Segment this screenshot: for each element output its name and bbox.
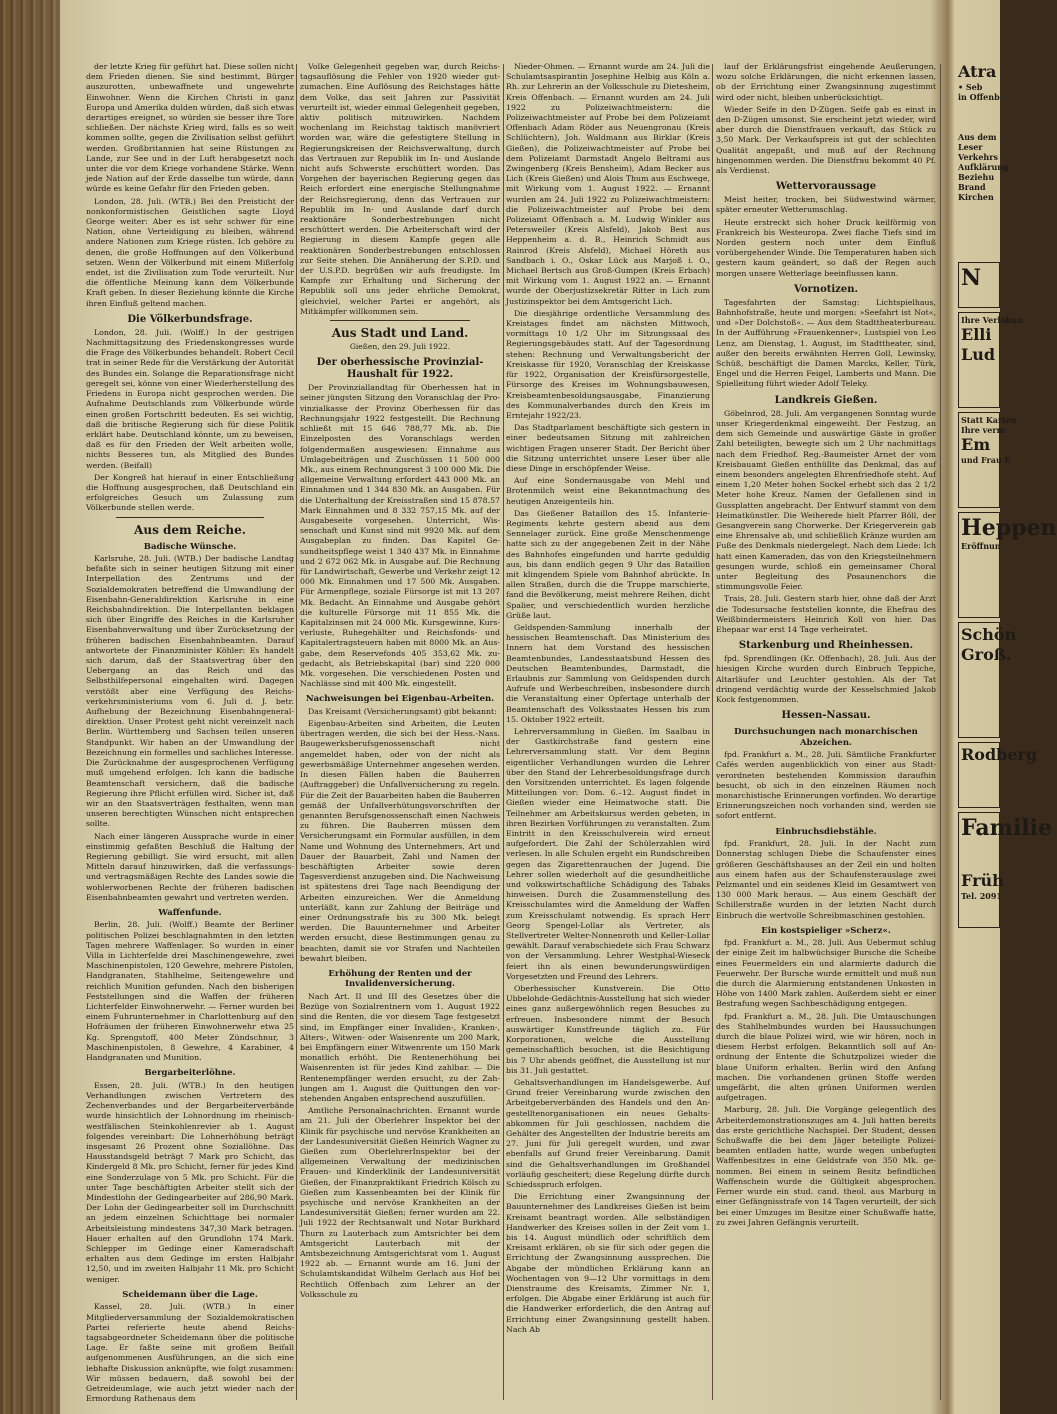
article-paragraph: London, 28. Juli. (Wolff.) In der gestrigen Nachmittagsitzung des Friedenskongresses wurde die Frage des Völkerbundes behandelt. Robert Cecil trat in seiner Rede für die Verstärkung der Autorität des Bundes ein. Solange die Reparationsfrage nicht geregelt sei, könne von einer Wiederherstellung des Friedens in Europa nicht gesprochen werden. Die Aufnahme Deutschlands zum Völkerbunde würde einen großen Fortschritt bedeuten. Es sei wichtig, daß die britische Regierung sich für diese Politik erklärt habe. Deutschland könnte, um zu beweisen, daß es für den Frieden der Welt arbeiten wolle, nichts Besseres tun, als Mitglied des Bundes werden. (Beifall)	[86, 327, 294, 470]
article-paragraph: Karlsruhe, 28. Juli. (WTB.) Der badische Landtag befaßte sich in seiner heutigen Sitzung mit einer Interpellation des Zentrums und der Sozialdemokraten betreffend die Umwandlung der Eisenbahn-Generaldirektion Karlsruhe in eine Reichsbahndirektion. Die Interpellanten beklagen sich über Eingriffe des Reiches in die Karlsruher Eisenbahnverwaltung und über Zurücksetzung der früheren badischen Eisenbahnbeamten. Darauf antwortete der Finanzminister Köhler: Es handelt sich darum, daß der Staatsvertrag über den Uebergang an das Reich und das Selbsthilfepersonal eingehalten wird. Dagegen verstößt aber eine Verfügung des Reichsverkehrsministeriums vom 6. Juli d. J. betr. Aufhebung der Bezeichnung Eisenbahngeneraldirektion. Unser Protest geht nicht vereinzelt nach Berlin. Württemberg und Sachsen teilen unseren Standpunkt. Wir haben an der Umwandlung der Bezeichnung ein formelles und sachliches Interesse. Die Zurücknahme der ausgesprochenen Verfügung muß umgehend erfolgen. Ich kann die badische Beamtenschaft versichern, daß die badische Regierung ihre Pflicht erfüllen wird. Sicher ist, daß wir an den Staatsverträgen festhalten, wenn man unseren berechtigten Wünschen nicht entsprechen sollte.	[86, 554, 294, 829]
column-rule	[940, 64, 941, 1400]
article-paragraph: Das Gießener Bataillon des 15. Infanterie-Regiments kehrte gestern abend aus dem Sennelager zurück. Eine große Menschenmenge hatte sich zu der angegebenen Zeit in der Nähe des Bahnhofes eingefunden und harrte geduldig aus, bis dann endlich gegen 9 Uhr das Bataillon mit klingendem Spiele vom Bahnhof abrückte. In allen Straßen, durch die die Truppe marschierte, fand die Bevölkerung, meist mehrere Reihen, dicht Spalier, und verschiedentlich wurden herzliche Grüße laut.	[506, 508, 710, 620]
article-paragraph: der letzte Krieg für geführt hat. Diese sollen nicht dem Frieden dienen. Sie sind bestimmt, Bürger auszurotten, unbewaffnete und ungewehrte Einwohner. Wenn die Kirchen Christi in ganz Europa und Amerika dulden würden, daß sich etwas derartiges ereignet, so würden sie besser ihre Tore schließen. Der nächste Krieg wird, falls es so weit kommen sollte, gegen die Zivilisation selbst geführt werden. Großbritannien hat seine Rüstungen zu Lande, zur See und in der Luft herabgesetzt noch unter die vor dem Kriege vorhandene Stärke. Wenn jede Nation auf der Erde dasselbe tun würde, dann würde es keine Gefahr für den Frieden geben.	[86, 62, 294, 194]
book-binding	[0, 0, 60, 1414]
article-paragraph: Amtliche Personalnachrichten. Ernannt wurde am 21. Juli der Oberlehrer Inspektor bei der Klinik für psychische und nervöse Krankheiten an der Landesuniversität Gießen Heinrich Wagner zu Gießen zum OberlehrerInspektor bei der allgemeinen Verwaltung der medizinischen Frauen- und Kinderklinik der Landesuniversität Gießen, der Finanzpraktikant Friedrich Kölsch zu Gießen zum Kassenbeamten bei der Klinik für psychische und nervöse Krankheiten an der Landesuniversität Gießen; ferner wurden am 22. Juli 1922 der Rechtsanwalt und Notar Burkhard Thurn zu Lauterbach zum Amtsrichter bei dem Amtsgericht Lauterbach mit der Amtsbezeichnung Amtsgerichtsrat vom 1. August 1922 ab. — Ernannt wurde am 16. Juni der Schulamtskandidat Wilhelm Gerlach aus Hof bei Rechtlich Offenbach zum Lehrer an der Volksschule zu	[300, 1106, 500, 1299]
article-headline: Einbruchsdiebstähle.	[775, 826, 877, 837]
dateline: Gießen, den 29. Juli 1922.	[349, 342, 451, 352]
cutoff-text: Aufklärung	[958, 162, 1009, 172]
article-paragraph: Der Kongreß hat hierauf in einer Entschließung die Hoffnung ausgesprochen, daß Deutschland ein erfolgreiches Gesuch um Zulassung zum Völkerbunde stellen werde.	[86, 472, 294, 513]
ad-text: und Frau E	[961, 455, 1011, 465]
cutoff-text: • Seb	[958, 82, 983, 92]
article-headline: Die Völkerbundsfrage.	[127, 313, 253, 325]
article-paragraph: Nach einer längeren Aussprache wurde in einer einstimmig gefaßten Beschluß die Haltung der Regierung gebilligt. Sie wird ersucht, mit allen Mitteln darauf hinzuwirken, daß die verfassungs- und vertragsmäßigen Rechte des Landes sowie die wohlerworbenen Rechte der früheren badischen Eisenbahnbeamten gewahrt und vertreten werden.	[86, 831, 294, 902]
article-paragraph: Marburg, 28. Juli. Die Vorgänge gelegentlich des Arbeiterdemonstrationszuges am 4. Juli hatten bereits das erste gerichtliche Nachspiel. Der Student, dessen Schußwaffe die bei dem Jäger beteiligte Polizeibeamten entladen hatte, wurde wegen unbefugten Waffenbesitzes in eine Geldstrafe von 350 Mk. genommen. Bei einem in seinem Besitz befindlichen Waffenschein wurde die Gültigkeit abgesprochen. Ferner wurde ein stud. cand. theol. aus Marburg in einer Gefängnisstrafe von 14 Tagen verurteilt, der sich bei einer Umzuges im Besitze einer Schußwaffe hatte, zu zwei Jahren Gefängnis verurteilt.	[716, 1105, 936, 1227]
column-rule	[503, 64, 504, 1400]
article-paragraph: fpd. Frankfurt a. M., 28. Juli. Die Umtauschungen des Stahlhelmbundes wurden bei Haussuchungen durch die blaue Polizei wird, wie wir hören, noch in diesem Herbst erfolgen. Bekanntlich soll auf Anordnung der Entente die Schutzpolizei wieder die blaue Uniform erhalten. Berlin wird den Anfang machen. Die vorhandenen grünen Stoffe werden umgefärbt, die alten grünen Uniformen werden aufgetragen.	[716, 1011, 936, 1103]
ad-text: Lud	[961, 345, 996, 364]
article-headline: Scheidemann über die Lage.	[122, 1289, 258, 1300]
divider	[116, 517, 264, 518]
cutoff-text: Aus dem	[958, 132, 997, 142]
article-paragraph: Gehaltsverhandlungen im Handelsgewerbe. Auf Grund freier Vereinbarung wurde zwischen den Arbeitgeberverbänden des Handels und den Angestelltenorganisationen ein neues Gehaltsabkommen für Juli geschlossen, nachdem die Gehälter des Angestellten der Industrie bereits am 27. Juni für Juli geregelt wurden, und zwar ebenfalls auf Grund freier Vereinbarung. Damit sind die Gehaltsverhandlungen im Großhandel vorläufig gescheitert; diese Regelung dürfte durch Schiedsspruch erfolgen.	[506, 1077, 710, 1189]
article-paragraph: Nieder-Ohmen. — Ernannt wurde am 24. Juli die Schulamtsaspirantin Josephine Helbig aus Köln a. Rh. zur Lehrerin an der Volksschule zu Dietesheim, Kreis Offenbach. — Ernannt wurden am 24. Juli 1922 zu Polizeiwachtmeistern: die Polizeiwachtmeister auf Probe bei dem Polizeiamt Offenbach Adam Röder aus Neuengronau (Kreis Schlüchtern), Joh. Waldmann aus Birklar (Kreis Gießen), die Polizeiwachtmeister auf Probe bei dem Polizeiamt Darmstadt Angelo Beltrami aus Zwingenberg (Kreis Bensheim), Adam Becker aus Lich (Kreis Gießen) und Alois Thum aus Eschwege, mit Wirkung vom 1. August 1922. — Ernannt wurden am 24. Juli 1922 zu Polizeiwachtmeistern: die Polizeiwachtmeister auf Probe bei dem Polizeiamt Offenbach a. M. Ludwig Winkler aus Petersweiler (Kreis Alsfeld), Jakob Best aus Heppenheim a. d. B., Heinrich Schmidt aus Rainrod (Kreis Alsfeld), Michael Höreth aus Sandbach i. O., Oskar Lück aus Marjoß i. O., Michael Bertsch aus Groß-Gumpen (Kreis Erbach) mit Wirkung vom 1. August 1922 an. — Ernannt wurde der Oberjustizsekretär Ritter in Lich zum Justizinspektor bei dem Amtsgericht Lich.	[506, 62, 710, 306]
article-headline: Bergarbeiterlöhne.	[144, 1068, 236, 1079]
article-headline: Badische Wünsche.	[143, 541, 237, 552]
article-paragraph: Lehrerversammlung in Gießen. Im Saalbau in der Gastkirchstraße fand gestern eine Lehrerversammlung statt. Vor dem Beginn eigentlicher Verhandlungen wurden die Lehrer über den Stand der Lehrerbesoldungsfrage durch den Vorsitzenden unterrichtet. Es lagen folgende Mitteilungen vor: Dom. 6.–12. August findet in Gießen wieder eine Heimatwoche statt. Die Teilnehmer am Arbeitskursus werden gebeten, in ihren Bezirken Vorführungen zu veranstalten. Zum Eintritt in den Kreisschulverein wird erneut aufgefordert. Die Zahl der Schülerzahlen wird verlesen. In alle Schulen ergeht ein Rundschreiben gegen das Zigarettenrauchen der Jugend. Die Lehrer sollen wiederholt auf die gesundheitliche und volkswirtschaftliche Schädigung des Tabaks hinweisen. Durch die Zusammenstellung des Kreisschulamtes wird die Anmeldung der Waffen zum Kreisschulamt notwendig. Es sprach Herr Georg Spengel-Lollar als Vertreter, als Stellvertreter Welter-Nonnenroth und Keller-Lollar gewählt. Darauf verabschiedete sich Frau Schwarz von der Versammlung. Lehrer Westphal-Wieseck feiert ihn als einen bewunderungswürdigen Vorgesetzten und Freund des Lehrers.	[506, 727, 710, 981]
ad-text: Tel. 2091	[961, 891, 1002, 901]
advertisement	[958, 622, 1017, 738]
cutoff-text: in Offenb	[958, 92, 1000, 102]
ad-text: Statt Karten	[961, 415, 1017, 425]
article-paragraph: fpd. Frankfurt, 28. Juli. In der Nacht zum Donnerstag schlugen Diebe die Schaufenster eines größeren Geschäftshauses an der Zeil ein und holten aus einem hafen aus der Schaufensterauslage zwei Pelzmantel und ein seidenes Kleid im Gesamtwert von 130 000 Mark heraus. — Aus einem Geschäft der Schillerstraße wurden in der letzten Nacht durch Einbruch die wertvolle Schreibmaschinen gestohlen.	[716, 839, 936, 920]
article-headline: Vornotizen.	[794, 283, 858, 295]
article-headline: Waffenfunde.	[158, 907, 222, 918]
article-paragraph: Kassel, 28. Juli. (WTB.) In einer Mitgliederversammlung der Sozialdemokratischen Partei referierte heute abend Reichstagsabgeordneter Scheidemann über die politische Lage. Er faßte seine mit großem Beifall aufgenommenen Ausführungen, an die sich eine lebhafte Diskussion anknüpfte, wie folgt zusammen: Wir müssen bedauern, daß sowohl bei der Getreideumlage, wie auch jetzt wieder nach der Ermordung Rathenaus dem	[86, 1302, 294, 1404]
advertisement	[958, 742, 1038, 808]
column-5-cutoff	[958, 62, 1057, 1402]
article-paragraph: Oberhessischer Kunstverein. Die Otto Ubbelohde-Gedächtnis-Ausstellung hat sich wieder eines ganz außergewöhnlich regen Besuches zu erfreuen. Insbesondere nimmt der Besuch auswärtiger Kunstfreunde täglich zu. Für Korporationen, welche die Ausstellung gemeinschaftlich besuchen, ist die Besichtigung bis 7 Uhr abends geöffnet, die Ausstellung ist nur bis 31. Juli gestattet.	[506, 984, 710, 1075]
article-headline: Nachweisungen bei Eigenbau-Arbeiten.	[305, 694, 495, 705]
ad-text: Heppen	[961, 515, 1057, 541]
ad-text: Eröffnun	[961, 541, 1001, 551]
advertisement	[958, 512, 1057, 618]
ad-text: Groß.	[961, 645, 1012, 664]
article-paragraph: Geldspenden-Sammlung innerhalb der hessischen Beamtenschaft. Das Ministerium des Innern hat dem Vorstand des hessischen Beamtenbundes, Landesstaatsbund Hessen des Deutschen Beamtenbundes, Darmstadt, die Erlaubnis zur Sammlung von Geldspenden durch Aufrufe und Werbeschreiben, insbesondere durch die Veranstaltung einer Opfertage unterhalb der Beamtenschaft des Volksstaates Hessen bis zum 15. Oktober 1922 erteilt.	[506, 622, 710, 724]
article-headline: Wettervoraussage	[775, 181, 877, 193]
ad-text: Elli	[961, 325, 992, 344]
column-4	[716, 62, 936, 1402]
article-paragraph: Meist heiter, trocken, bei Südwestwind wärmer, später erneuter Wetterumschlag.	[716, 195, 936, 215]
divider	[330, 320, 470, 321]
cutoff-text: Beziehu	[958, 172, 995, 182]
article-paragraph: Eigenbau-Arbeiten sind Arbeiten, die Leuten übertragen werden, die sich bei der Hess.-Nass. Baugewerksberufsgenossenschaft nicht angemeldet haben, oder von der nicht als gewerbsmäßige Unternehmer angesehen werden. In diesen Fällen haben die Bauherren (Auftraggeber) die Unfallversicherung zu regeln. Für die Zeit der Bauarbeiten haben die Bauherren gemäß der Unfallverhütungsvorschriften der genannten Berufsgenossenschaft einen Nachweis zu führen. Die Bauherren müssen dem Versicherungsamt ein Formular ausfüllen, in dem Name und Wohnung des Unternehmers, Art und Dauer der Bauarbeit, Zahl und Namen der beschäftigten Arbeiter sowie deren Tagesverdienst anzugeben sind. Die Nachweisung ist spätestens drei Tage nach Beendigung der Arbeiten einzureichen. Wer die Anmeldung unterläßt, kann zur Zahlung der Beiträge und einer Ordnungsstrafe bis zu 300 Mk. belegt werden. Die Bauunternehmer und Arbeiter werden ersucht, diese Bestimmungen genau zu beachten, damit sie vor Strafen und Nachteilen bewahrt bleiben.	[300, 719, 500, 963]
section-headline: Starkenburg und Rheinhessen.	[738, 640, 914, 652]
article-paragraph: Nach Art. II und III des Gesetzes über die Bezüge von Sozialrentnern vom 1. August 1922 sind die Renten, die vor diesem Tage festgesetzt sind, im Empfänger einer Invaliden-, Kranken-, Alters-, Witwen- oder Waisenrente um 200 Mark, bei Empfängern einer Witwenrente um 150 Mark monatlich erhöht. Die Rentenerhöhung bei Waisenrenten ist für jedes Kind zahlbar. — Die Rentenempfänger werden ersucht, zu der Zahlungen am 1. August die Quittungen den vorstehenden Angaben entsprechend auszufüllen.	[300, 991, 500, 1103]
article-headline: Ein kostspieliger »Scherz«.	[761, 925, 891, 936]
cutoff-text: Atra	[958, 62, 997, 81]
article-paragraph: Die Errichtung einer Zwangsinnung der Bauunternehmer des Landkreises Gießen ist beim Kreisamt beantragt worden. Alle selbständigen Handwerker des Kreises sollen in der Zeit vom 1. bis 14. August mündlich oder schriftlich dem Kreisamt erklären, ob sie für sich oder gegen die Errichtung der Zwangsinnung aussprechen. Die Abgabe der mündlichen Erklärung kann an Wochentagen von 9—12 Uhr vormittags in dem Dienstraume des Kreisamts, Zimmer Nr. 1, erfolgen. Die Abgabe einer Erklärung ist auch für die Handwerker erforderlich, die den Antrag auf Errichtung einer Zwangsinnung gestellt haben. Nach Ab	[506, 1192, 710, 1334]
article-paragraph: fpd. Frankfurt a. M., 28. Juli. Sämtliche Frankfurter Cafés werden augenblicklich von einer aus Stadtverordneten bestehenden Kommission daraufhin besucht, ob sich in den einzelnen Räumen noch monarchistische Erinnerungen vorfinden. Wo derartige Erinnerungszeichen noch vorhanden sind, werden sie sofort entfernt.	[716, 750, 936, 821]
article-paragraph: Volke Gelegenheit gegeben war, durch Reichstagsauflösung die Fehler von 1920 wieder gutzumachen. Eine Auflösung des Reichstages hätte dem Volke, das seit Jahren zur Passivität verurteilt ist, wieder einmal Gelegenheit gegeben, aktiv politisch mitzuwirken. Nachdem wochenlang im Reichstag taktisch manövriert worden war, wäre die gefestigtere Stellung in Regierungskreisen der Reichsverwaltung, durch das Vertrauen zur Republik im In- und Auslande nicht aufs Schwerste erschüttert worden. Das Vorgehen der bayerischen Regierung gegen das Reich erfordert eine energische Stellungnahme der Reichsregierung, denn das Vertrauen zur Republik im In- und Auslande darf durch reaktionäre Sonderbestrebungen nicht erschüttert werden. Die Arbeiterschaft wird der Regierung in diesem Kampfe gegen alle reaktionären Sonderbestrebungen entschlossen zur Seite stehen. Die Annäherung der S.P.D. und der U.S.P.D. begrüßen wir aufs freudigste. Im Kampfe zur Erhaltung und Sicherung der Republik soll uns jeder ehrliche Demokrat, gleichviel, welcher Partei er angehört, als Mitkämpfer willkommen sein.	[300, 62, 500, 316]
column-rule	[296, 64, 297, 1400]
ad-text: Familie	[961, 815, 1053, 841]
ad-text: Früh	[961, 871, 1004, 890]
article-paragraph: Die diesjährige ordentliche Versammlung des Kreistages findet am nächsten Mittwoch, vormittags 10 1/2 Uhr im Sitzungssaal des Regierungsgebäudes statt. Auf der Tagesordnung stehen: Rechnung und Verwaltungsbericht der Kreiskasse für 1920, Voranschlag der Kreiskasse für 1922, Organisation der Kreisfürsorgestelle, Fürsorge des Kreises im Wohnungsbauwesen, Kreisbeamtenbesoldungsausgabe, Finanzierung des Kommunalverbandes durch den Kreis im Erntejahr 1922/23.	[506, 308, 710, 420]
advertisement	[958, 312, 1024, 408]
article-paragraph: Wieder Seife in den D-Zügen. Seife gab es einst in den D-Zügen umsonst. Sie erscheint jetzt wieder, wird aber durch die Dienstfrauen verkauft, das Stück zu 3,50 Mark. Der Verkaufspreis ist gut der schlechten Qualität angepaßt, und muß auf der Rechnung hingenommen werden. Die Dienstfrau bekommt 40 Pf. als Verdienst.	[716, 104, 936, 176]
article-paragraph: London, 28. Juli. (WTB.) Bei den Preisticht der nonkonformistischen Geistlichen sagte Lloyd George weiter: Aber es ist sehr schwer für eine Nation, ohne Verteidigung zu bleiben, während andere Nationen zum Kriege rüsten. Ich gehöre zu denen, die große Hoffnungen auf den Völkerbund setzen. Wenn der Völkerbund mit einem Mißerfolg endet, ist die Zivilisation zum Tode verurteilt. Nur die öffentliche Meinung kann dem Völkerbunde Kraft geben. In dieser Beziehung könnte die Kirche ihren Einfluß geltend machen.	[86, 196, 294, 308]
ad-text: Schön	[961, 625, 1017, 644]
ad-text: Em	[961, 435, 991, 454]
column-3	[506, 62, 710, 1402]
article-paragraph: fpd. Frankfurt a. M., 28. Juli. Aus Uebermut schlug der einige Zeit im halbwüchsiger Bursche die Scheibe eines Feuermelders ein und alarmierte dadurch die Feuerwehr. Der Bursche wurde ermittelt und muß nun die durch die Alarmierung entstandenen Unkosten in Höhe von 1400 Mark zahlen. Außerdem sieht er einer Bestrafung wegen Sachbeschädigung entgegen.	[716, 938, 936, 1009]
section-headline: Landkreis Gießen.	[774, 394, 878, 406]
article-paragraph: Trais, 28. Juli. Gestern starb hier, ohne daß der Arzt die Todesursache feststellen konnte, die Ehefrau des Weißbindermeisters Heinrich Koll von hier. Das Ehepaar war erst 14 Tage verheiratet.	[716, 594, 936, 634]
article-paragraph: Essen, 28. Juli. (WTB.) In den heutigen Verhandlungen zwischen Vertretern des Zechenverbandes und der Bergarbeiterverbände wurde hinsichtlich der Lohnordnung im rheinisch-westfälischen Steinkohlenrevier ab 1. August folgendes vereinbart: Die Lohnerhöhung beträgt insgesamt 26 Prozent ohne Soziallöhne. Das Hausstandsgeld beträgt 7 Mark pro Schicht, das Kindergeld 8 Mk. pro Schicht, ferner für jedes Kind eine Sonderzulage von 5 Mk. pro Schicht. Für die unter Tage beschäftigten Arbeiter stellt sich der Mindestlohn der Gedingearbeiter auf 286,90 Mark. Der Lohn der Gedingearbeiter soll im Durchschnitt an jedem einzelnen Schichttage bei normaler Arbeitsleistung mindestens 347,30 Mark betragen. Hauer erhalten auf den Grundlohn 174 Mark. Schlepper im Gedinge einer Kameradschaft erhalten aus dem Gedinge im ersten Halbjahr 12,50, und im zweiten Halbjahr 11 Mk. pro Schicht weniger.	[86, 1080, 294, 1284]
article-paragraph: Berlin, 28. Juli. (Wolff.) Beamte der Berliner politischen Polizei beschlagnahmten in den letzten Tagen mehrere Waffenlager. So wurden in einer Villa in Lichterfelde drei Maschinengewehre, zwei Maschinenpistolen, 120 Gewehre, mehrere Pistolen, Handgranaten, Stahlhelme, Seitengewehre und reichlich Munition gefunden. Nach den bisherigen Feststellungen sind die Waffen der früheren Lichterfelder Einwohnerwehr. — Ferner wurden bei einem Fuhrunternehmer in Charlottenburg auf den Hofräumen der früheren Einwohnerwehr etwa 25 Kg. Sprengstoff, 400 Meter Zündschnur, 3 Maschinenpistolen, 8 Gewehre, 4 Karabiner, 4 Handgranaten und Munition.	[86, 920, 294, 1063]
article-paragraph: Tagesfahrten der Samstag: Lichtspielhaus, Bahnhofstraße, heute und morgen: »Seefahrt ist Not«, und »Der Dolchstoß«. — Aus dem Stadttheaterbureau. In der Aufführung »Frauenkenner«, Lustspiel von Leo Lenz, am Dienstag, 1. August, im Stadttheater, sind, außer den bereits erwähnten Herren Goll, Lewinsky, Schüß, beschäftigt die Damen Marcks, Keller, Türk, Engel und die Herren Feigel, Lamberts und Mann. Die Spielleitung führt wieder Adolf Teleky.	[716, 297, 936, 389]
article-paragraph: Der Provinziallandtag für Oberhessen hat in seiner jüngsten Sitzung den Voranschlag der Provinzialkasse der Provinz Oberhessen für das Rechnungsjahr 1922 festgestellt. Die Rechnung schließt mit 15 646 788,77 Mk. ab. Die Einzelposten des Voranschlags werden folgendermaßen ausgewiesen: Einnahme aus Umlagebeiträgen und Zuschüssen 11 500 000 Mk., aus einem Rechnungsrest 3 100 000 Mk. Die allgemeine Verwaltung erfordert 443 000 Mk. an Einnahmen und 1 344 830 Mk. an Ausgaben. Für die Unterhaltung der Kreisstraßen sind 15 878.57 Mark Einnahmen und 8 332 757,15 Mk. auf der Ausgabeseite vorgesehen. Unterricht, Wissenschaft und Kunst sind mit 9920 Mk. auf dem Ausgabeplan zu finden. Das Kapitel Gesundheitspflege weist 1 340 437 Mk. in Einnahme und 2 672 062 Mk. in Ausgabe auf. Die Rechnung für Landwirtschaft, Gewerbe und Verkehr zeigt 12 000 Mk. Einnahmen und 17 500 Mk. Ausgaben. Für Armenpflege, soziale Fürsorge ist mit 13 207 Mk. Bedacht. An Einnahme und Ausgabe gehört die kulturelle Fürsorge mit 11 855 Mk. die Kapitalzinsen mit 24 000 Mk. Kursgewinne, Kursverluste, Ruhegehälter und Reichsfonds- und Kapitalertragsteuern haben mit 8000 Mk. an Ausgabe, dem Reservefonds 405 353,62 Mk. zugedacht, als Betriebskapital (bar) sind 220 000 Mk. vorgesehen. Die verschiedenen Posten und Nachlässe sind mit 400 Mk. eingestellt.	[300, 383, 501, 689]
article-paragraph: Heute erstreckt sich hoher Druck keilförmig von Frankreich bis Westeuropa. Zwei flache Tiefs sind im Norden gestern noch unter dem Einfluß vorübergehender Winde. Die Temperaturen haben sich gestern kaum geändert, so daß der Regen auch morgen unsere Wetterlage beeinflussen kann.	[716, 217, 936, 278]
article-paragraph: fpd. Sprendlingen (Kr. Offenbach), 28. Juli. Aus der hiesigen Kirche wurden durch Einbruch Teppiche, Altarläufer und Leuchter gestohlen. Als der Tat dringend verdächtig wurde der Kesselschmied Jakob Kock festgenommen.	[716, 654, 936, 704]
ad-text: Ihre Verlobun	[961, 315, 1024, 325]
cutoff-text: Brand	[958, 182, 986, 192]
ad-text: Ihre verm	[961, 425, 1006, 435]
cutoff-text: Verkehrs	[958, 152, 998, 162]
section-headline: Aus dem Reiche.	[134, 522, 246, 537]
article-headline: Durchsuchungen nach monarchischen Abzeichen.	[734, 727, 918, 748]
article-headline: Der oberhessische Provinzial-Haushalt für 1922.	[316, 357, 484, 381]
column-1	[86, 62, 294, 1402]
cutoff-text: Kirchen	[958, 192, 994, 202]
cutoff-text: Leser	[958, 142, 983, 152]
advertisement	[958, 412, 1017, 508]
column-2	[300, 62, 500, 1402]
advertisement	[958, 262, 1000, 308]
article-paragraph: Das Stadtparlament beschäftigte sich gestern in einer bedeutsamen Sitzung mit zahlreichen wichtigen Fragen unserer Stadt. Der Bericht über die Sitzung unterrichtet unsere Leser über alle diese Dinge in erschöpfender Weise.	[506, 423, 710, 473]
section-headline: Aus Stadt und Land.	[331, 326, 469, 341]
column-rule	[712, 64, 713, 1400]
article-paragraph: Göbelnrod, 28. Juli. Am vergangenen Sonntag wurde unser Kriegerdenkmal eingeweiht. Der Festzug, an dem sich Gemeinde und auswärtige Gäste in großer Zahl beteiligten, bewegte sich um 2 Uhr nachmittags nach dem Friedhof. Reg.-Baumeister Arnet der vom Kreisbauamt Gießen enthüllte das Denkmal, das auf einem besonders angelegten Ehrenfriedhofe steht. Auf einem 1,20 Meter hohen Sockel erhebt sich das 2 1/2 Meter hohe Kreuz. Namen der Gefallenen sind in Gussplatten angebracht. Der Entwurf stammt von dem Heimatkünstler. Die Weiherede hielt Pfarrer Böll, der Gesangverein sang Chorwerke. Der Kriegerverein gab eine Ehrensalve ab, und schließlich Kränze wurden am Fuße des Denkmals niedergelegt. Nach dem Liede: Ich hatt einen Kameraden, das von den Kriegsteilnehmern gesungen wurde, schloß ein gemeinsamer Choral unter Begleitung des Posaunenchors die stimmungsvolle Feier.	[716, 408, 936, 592]
article-paragraph: Das Kreisamt (Versicherungsamt) gibt bekannt:	[308, 706, 497, 716]
ad-text: N	[961, 265, 982, 291]
article-paragraph: lauf der Erklärungsfrist eingehende Aeußerungen, wozu solche Erklärungen, die nicht erkennen lassen, ob der Errichtung einer Zwangsinnung zugestimmt wird oder nicht, bleiben unberücksichtigt.	[716, 62, 936, 102]
article-headline: Erhöhung der Renten und der Invalidenversicherung.	[328, 968, 472, 990]
advertisement	[958, 812, 1053, 928]
ad-text: Rodberg	[961, 745, 1038, 764]
section-headline: Hessen-Nassau.	[781, 710, 871, 722]
article-paragraph: Auf eine Sondernausgabe von Mehl und Brotenmilch weist eine Bekanntmachung des heutigen Anzeigenteils hin.	[506, 476, 710, 506]
